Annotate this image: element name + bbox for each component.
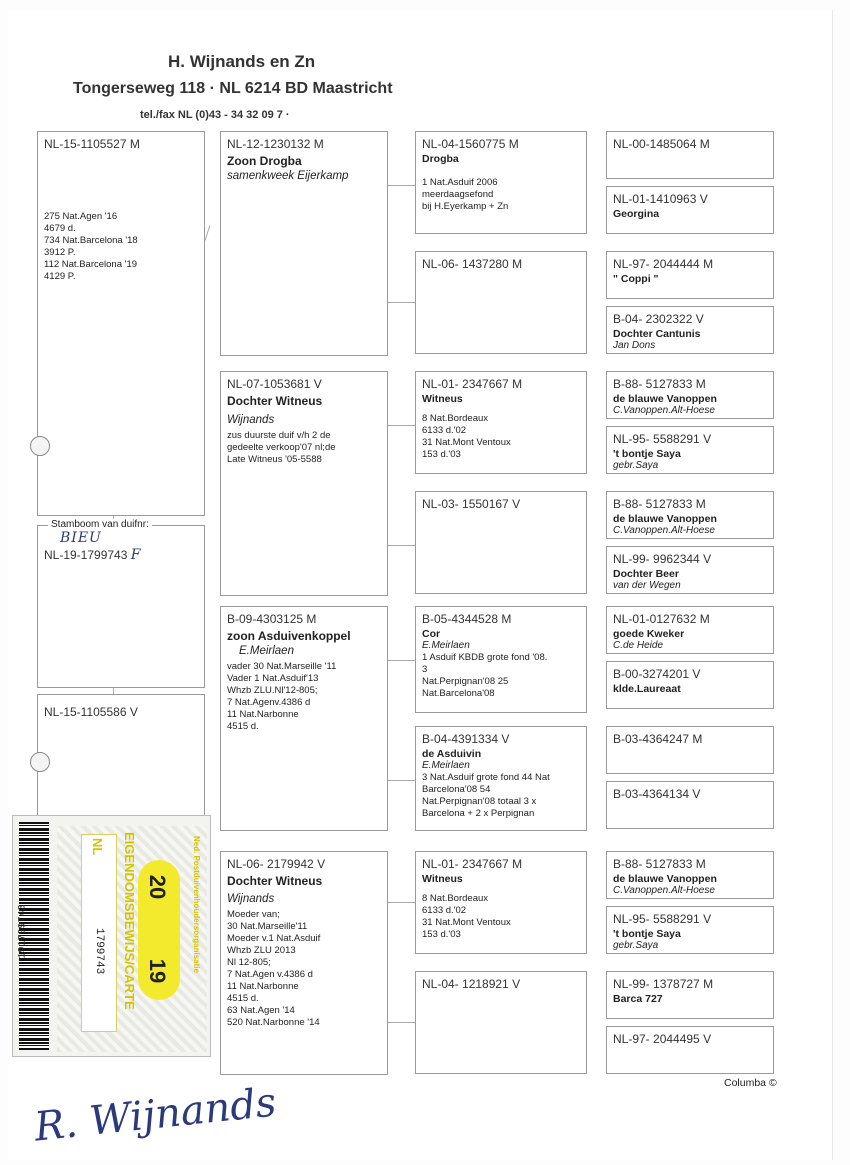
great-grandparent-box bbox=[415, 606, 587, 713]
ring-number: NL-12-1230132 M bbox=[227, 137, 324, 151]
great-grandparent-box bbox=[415, 131, 587, 234]
pigeon-name: de Asduivin bbox=[422, 748, 482, 760]
handwritten-note: BIEU bbox=[60, 530, 102, 546]
breeder-name: samenkweek Eijerkamp bbox=[227, 170, 349, 182]
ring-number: NL-07-1053681 V bbox=[227, 377, 322, 391]
father-box bbox=[37, 131, 205, 516]
pigeon-name: klde.Laureaat bbox=[613, 683, 681, 695]
great-grandparent-box bbox=[415, 491, 587, 594]
breeder-name: Jan Dons bbox=[613, 340, 656, 351]
breeder-name: Wijnands bbox=[227, 893, 275, 905]
grandparent-box bbox=[220, 131, 388, 356]
breeder-name: C.Vanoppen.Alt-Hoese bbox=[613, 405, 715, 416]
stamboom-label: Stamboom van duifnr: bbox=[48, 519, 152, 530]
breeder-name: E.Meirlaen bbox=[239, 645, 294, 657]
breeder-name: gebr.Saya bbox=[613, 460, 659, 471]
connector bbox=[386, 425, 416, 426]
ancestor-box bbox=[606, 851, 774, 899]
ring-number: B-04- 2302322 V bbox=[613, 312, 704, 326]
pigeon-info: Moeder van; 30 Nat.Marseille'11 Moeder v.1 Nat.Asduif Whzb ZLU 2013 Nl 12-805; 7 Nat.Agen v.4386 d 11 Nat.Narbonne 4515 d. 63 Nat.Agen '14 520 Nat.Narbonne '14 bbox=[227, 909, 321, 1028]
ring-number: B-00-3274201 V bbox=[613, 667, 701, 681]
ring-number: NL-06- 1437280 M bbox=[422, 257, 523, 271]
ring-number: NL-06- 2179942 V bbox=[227, 857, 326, 871]
ring-number: NL-97- 2044444 M bbox=[613, 257, 714, 271]
breeder-name: C.Vanoppen.Alt-Hoese bbox=[613, 885, 715, 896]
subject-ring bbox=[44, 548, 198, 562]
great-grandparent-box bbox=[415, 371, 587, 474]
ancestor-box bbox=[606, 726, 774, 774]
card-ring-number: 1799743 bbox=[93, 928, 105, 975]
breeder-name: Wijnands bbox=[227, 414, 275, 426]
ancestor-box bbox=[606, 426, 774, 474]
binder-hole bbox=[30, 436, 50, 456]
year-left: 20 bbox=[145, 874, 171, 900]
pigeon-name: de blauwe Vanoppen bbox=[613, 393, 717, 405]
pigeon-info: zus duurste duif v/h 2 de gedeelte verkoop'07 nl;de Late Witneus '05-5588 bbox=[227, 430, 336, 465]
pigeon-name: " Coppi " bbox=[613, 273, 659, 285]
ancestor-box bbox=[606, 971, 774, 1019]
ring-number: B-05-4344528 M bbox=[422, 612, 512, 626]
connector bbox=[386, 302, 416, 303]
breeder-name: E.Meirlaen bbox=[422, 760, 470, 771]
mother-ring: NL-15-1105586 V bbox=[44, 705, 138, 719]
ancestor-box bbox=[606, 606, 774, 654]
ring-number: NL-01- 2347667 M bbox=[422, 857, 523, 871]
ancestor-box bbox=[606, 781, 774, 829]
mother-box bbox=[37, 694, 205, 824]
ring-number: NL-95- 5588291 V bbox=[613, 912, 712, 926]
subject-sex: F bbox=[130, 547, 141, 563]
breeder-name: E.Meirlaen bbox=[422, 640, 470, 651]
ancestor-box bbox=[606, 546, 774, 594]
loft-address: Tongerseweg 118 · NL 6214 BD Maastricht bbox=[73, 80, 393, 97]
father-info: 275 Nat.Agen '16 4679 d. 734 Nat.Barcelona '18 3912 P. 112 Nat.Barcelona '19 4129 P. bbox=[44, 211, 138, 282]
ancestor-box bbox=[606, 371, 774, 419]
ancestor-box bbox=[606, 661, 774, 709]
subject-ring-number: NL-19-1799743 bbox=[44, 548, 128, 562]
breeder-name: C.de Heide bbox=[613, 640, 664, 651]
card-country: NL bbox=[90, 838, 105, 856]
breeder-name: gebr.Saya bbox=[613, 940, 659, 951]
ring-number: B-04-4391334 V bbox=[422, 732, 510, 746]
pigeon-info: 1 Asduif KBDB grote fond '08. 3 Nat.Perpignan'08 25 Nat.Barcelona'08 bbox=[422, 652, 548, 699]
binder-hole bbox=[30, 752, 50, 772]
great-grandparent-box bbox=[415, 726, 587, 831]
pigeon-info: vader 30 Nat.Marseille '11 Vader 1 Nat.Asduif'13 Whzb ZLU.Nl'12-805; 7 Nat.Agenv.4386 d 11 Nat.Narbonne 4515 d. bbox=[227, 661, 337, 732]
ring-number: B-03-4364134 V bbox=[613, 787, 701, 801]
ancestor-box bbox=[606, 186, 774, 234]
ring-number: NL-04-1560775 M bbox=[422, 137, 519, 151]
ancestor-box bbox=[606, 906, 774, 954]
connector bbox=[386, 780, 416, 781]
pigeon-name: 't bontje Saya bbox=[613, 448, 681, 460]
pigeon-name: goede Kweker bbox=[613, 628, 685, 640]
pigeon-name: Cor bbox=[422, 628, 441, 640]
pigeon-name: Dochter Witneus bbox=[227, 394, 323, 408]
pigeon-name: Drogba bbox=[422, 153, 459, 165]
pigeon-info: 8 Nat.Bordeaux 6133 d.'02 31 Nat.Mont Ventoux 153 d.'03 bbox=[422, 893, 511, 940]
breeder-name: C.Vanoppen.Alt-Hoese bbox=[613, 525, 715, 536]
ring-number: B-03-4364247 M bbox=[613, 732, 703, 746]
ring-number: NL-04- 1218921 V bbox=[422, 977, 521, 991]
ancestor-box bbox=[606, 306, 774, 354]
father-ring: NL-15-1105527 M bbox=[44, 137, 140, 151]
barcode-number: 191799743 bbox=[17, 904, 29, 959]
loft-phone: tel./fax NL (0)43 - 34 32 09 7 · bbox=[140, 109, 290, 121]
ancestor-box bbox=[606, 491, 774, 539]
pigeon-info: 1 Nat.Asduif 2006 meerdaagsefond bij H.Eyerkamp + Zn bbox=[422, 177, 509, 212]
pigeon-name: 't bontje Saya bbox=[613, 928, 681, 940]
subject-box bbox=[37, 525, 205, 688]
connector bbox=[386, 545, 416, 546]
pigeon-info: 3 Nat.Asduif grote fond 44 Nat Barcelona'08 54 Nat.Perpignan'08 totaal 3 x Barcelona + 2 x Perpignan bbox=[422, 772, 550, 819]
pigeon-name: zoon Asduivenkoppel bbox=[227, 629, 351, 643]
year-right: 19 bbox=[145, 958, 171, 984]
pigeon-name: Zoon Drogba bbox=[227, 154, 302, 168]
grandparent-box bbox=[220, 371, 388, 596]
ring-number: NL-99- 1378727 M bbox=[613, 977, 714, 991]
ring-number: NL-00-1485064 M bbox=[613, 137, 710, 151]
ancestor-box bbox=[606, 251, 774, 299]
great-grandparent-box bbox=[415, 971, 587, 1074]
pigeon-name: Dochter Cantunis bbox=[613, 328, 701, 340]
columba-credit: Columba © bbox=[724, 1077, 777, 1089]
pigeon-info: 8 Nat.Bordeaux 6133 d.'02 31 Nat.Mont Ventoux 153 d.'03 bbox=[422, 413, 511, 460]
ancestor-box bbox=[606, 1026, 774, 1074]
signature: R. Wijnands bbox=[32, 1079, 279, 1151]
great-grandparent-box bbox=[415, 851, 587, 954]
card-title: EIGENDOMSBEWIJS/CARTE bbox=[122, 832, 137, 1010]
ring-number: NL-95- 5588291 V bbox=[613, 432, 712, 446]
card-org: Ned. Postduivenhoudersorganisatie bbox=[192, 836, 201, 973]
pigeon-name: Witneus bbox=[422, 393, 463, 405]
loft-name: H. Wijnands en Zn bbox=[168, 52, 316, 71]
ring-number: B-88- 5127833 M bbox=[613, 377, 706, 391]
pigeon-name: Georgina bbox=[613, 208, 660, 220]
ring-number: NL-97- 2044495 V bbox=[613, 1032, 712, 1046]
ring-ownership-card bbox=[12, 815, 211, 1057]
ring-number: NL-01-1410963 V bbox=[613, 192, 708, 206]
connector bbox=[386, 902, 416, 903]
pigeon-name: Dochter Beer bbox=[613, 568, 679, 580]
pigeon-name: Barca 727 bbox=[613, 993, 663, 1005]
breeder-name: van der Wegen bbox=[613, 580, 681, 591]
connector bbox=[386, 1022, 416, 1023]
ring-number: NL-01-0127632 M bbox=[613, 612, 710, 626]
great-grandparent-box bbox=[415, 251, 587, 354]
pigeon-name: Witneus bbox=[422, 873, 463, 885]
connector bbox=[386, 660, 416, 661]
grandparent-box bbox=[220, 606, 388, 831]
ring-number: NL-99- 9962344 V bbox=[613, 552, 712, 566]
ring-number: B-88- 5127833 M bbox=[613, 857, 706, 871]
ancestor-box bbox=[606, 131, 774, 179]
pigeon-name: Dochter Witneus bbox=[227, 874, 323, 888]
ring-number: B-09-4303125 M bbox=[227, 612, 317, 626]
pigeon-name: de blauwe Vanoppen bbox=[613, 873, 717, 885]
ring-number: NL-01- 2347667 M bbox=[422, 377, 523, 391]
ring-number: B-88- 5127833 M bbox=[613, 497, 706, 511]
connector bbox=[386, 185, 416, 186]
ring-number: NL-03- 1550167 V bbox=[422, 497, 521, 511]
pigeon-name: de blauwe Vanoppen bbox=[613, 513, 717, 525]
grandparent-box bbox=[220, 851, 388, 1075]
